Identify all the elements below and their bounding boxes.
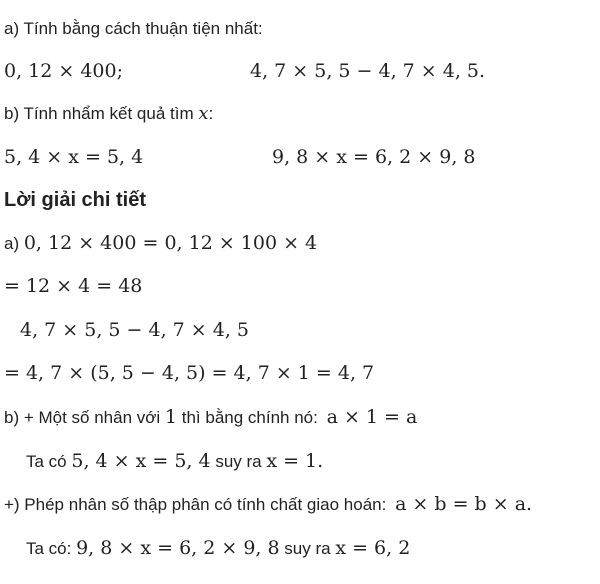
solution-b-rule-1-one: 1 — [164, 406, 178, 428]
solution-b-result-1-text-a: Ta có — [26, 452, 72, 471]
solution-heading: Lời giải chi tiết — [4, 189, 147, 211]
solution-b-rule-1-math: a × 1 = a — [326, 406, 418, 428]
part-b-prompt-colon: : — [208, 104, 214, 123]
solution-a-line-3: 4, 7 × 5, 5 − 4, 7 × 4, 5 — [20, 319, 250, 341]
solution-b-result-2-text-a: Ta có: — [26, 539, 77, 558]
solution-b-result-2-text-b: suy ra — [279, 539, 336, 558]
solution-b-rule-2-text: +) Phép nhân số thập phân có tính chất giao hoán: — [4, 495, 392, 514]
solution-b-result-2-math-2: x = 6, 2 — [335, 537, 411, 559]
part-b-prompt-variable: x — [198, 103, 209, 124]
solution-a-line-4: = 4, 7 × (5, 5 − 4, 5) = 4, 7 × 1 = 4, 7 — [4, 362, 375, 384]
solution-b-result-1-math-2: x = 1. — [266, 450, 324, 472]
part-a-expression-1: 0, 12 × 400; — [4, 60, 124, 82]
part-b-prompt-text: b) Tính nhẩm kết quả tìm — [4, 104, 199, 123]
solution-b-rule-1-text-b: thì bằng chính nó: — [177, 408, 323, 427]
solution-b-rule-1 — [4, 408, 417, 427]
solution-a-line-2: = 12 × 4 = 48 — [4, 275, 143, 297]
part-b-equation-2: 9, 8 × x = 6, 2 × 9, 8 — [272, 146, 476, 168]
solution-b-rule-2 — [4, 495, 532, 514]
solution-b-rule-1-text-a: b) + Một số nhân với — [4, 408, 165, 427]
solution-b-result-1-text-b: suy ra — [210, 452, 267, 471]
part-a-prompt: a) Tính bằng cách thuận tiện nhất: — [4, 19, 263, 38]
solution-a-line-1 — [4, 234, 317, 253]
solution-b-rule-2-math: a × b = b × a. — [395, 493, 533, 515]
solution-a-label: a) — [4, 234, 24, 253]
part-b-equation-1: 5, 4 × x = 5, 4 — [4, 146, 144, 168]
solution-b-result-2 — [26, 539, 410, 558]
part-a-expression-2: 4, 7 × 5, 5 − 4, 7 × 4, 5. — [250, 60, 486, 82]
solution-b-result-2-math-1: 9, 8 × x = 6, 2 × 9, 8 — [76, 537, 280, 559]
part-b-prompt — [4, 105, 213, 123]
solution-b-result-1 — [26, 452, 323, 471]
solution-a-math-1: 0, 12 × 400 = 0, 12 × 100 × 4 — [23, 232, 318, 254]
solution-b-result-1-math-1: 5, 4 × x = 5, 4 — [71, 450, 211, 472]
